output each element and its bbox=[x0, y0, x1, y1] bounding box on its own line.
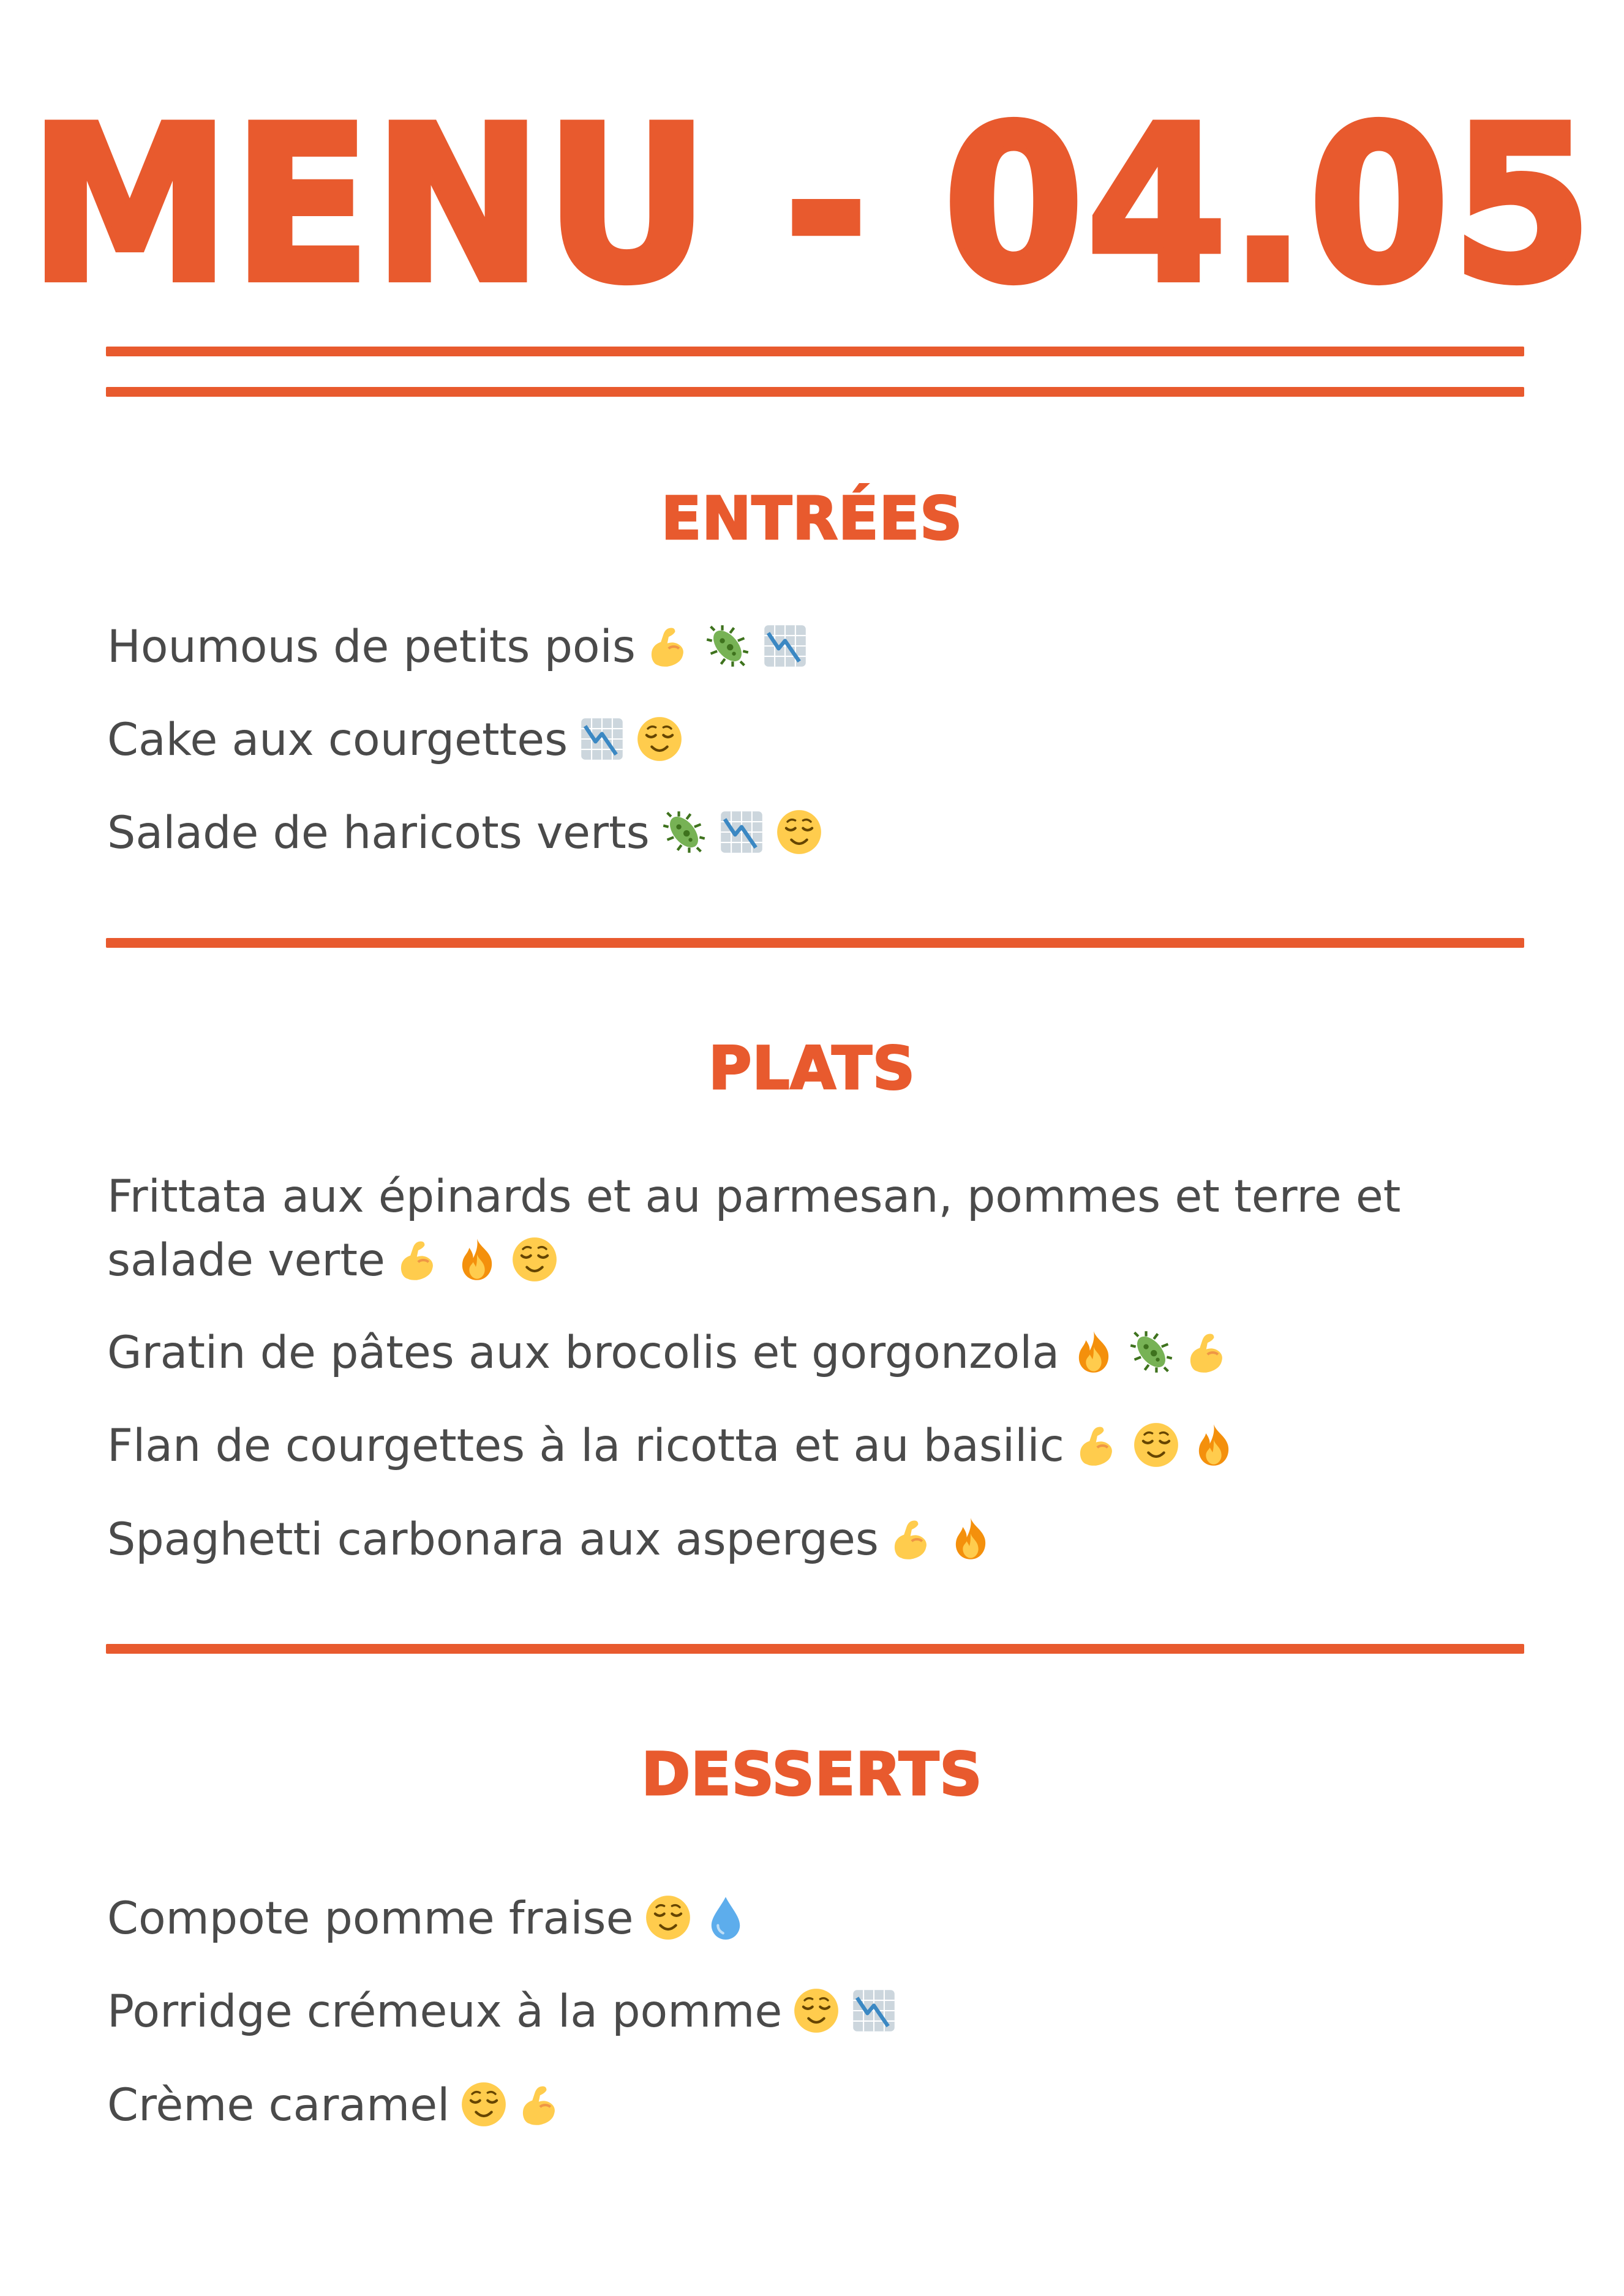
relieved-face-icon bbox=[1133, 1422, 1179, 1468]
menu-item-text: Gratin de pâtes aux brocolis et gorgonzola bbox=[107, 1327, 1060, 1379]
title-divider-bottom bbox=[106, 387, 1524, 397]
title-divider-top bbox=[106, 347, 1524, 356]
menu-item bbox=[107, 801, 1534, 865]
flexed-biceps-icon bbox=[518, 2081, 565, 2128]
menu-item-text: Spaghetti carbonara aux asperges bbox=[107, 1514, 879, 1566]
chart-decreasing-icon bbox=[718, 809, 765, 855]
chart-decreasing-icon bbox=[762, 623, 808, 669]
section-heading-desserts: DESSERTS bbox=[641, 1740, 983, 1809]
fire-icon bbox=[1070, 1329, 1117, 1375]
menu-item-text: Cake aux courgettes bbox=[107, 714, 568, 766]
relieved-face-icon bbox=[793, 1987, 840, 2034]
menu-item bbox=[107, 1321, 1534, 1385]
chart-decreasing-icon bbox=[579, 716, 625, 762]
menu-item-text: Flan de courgettes à la ricotta et au basilic bbox=[107, 1420, 1064, 1472]
microbe-icon bbox=[661, 809, 707, 855]
menu-item-text: Compote pomme fraise bbox=[107, 1893, 634, 1945]
fire-icon bbox=[947, 1515, 994, 1562]
flexed-biceps-icon bbox=[1186, 1329, 1232, 1375]
section-heading-entrees: ENTRÉES bbox=[661, 484, 963, 553]
droplet-icon bbox=[702, 1894, 749, 1941]
fire-icon bbox=[1190, 1422, 1237, 1468]
flexed-biceps-icon bbox=[1075, 1422, 1122, 1468]
fire-icon bbox=[454, 1236, 500, 1283]
relieved-face-icon bbox=[461, 2081, 507, 2128]
menu-item bbox=[107, 1165, 1534, 1292]
menu-item bbox=[107, 708, 1534, 772]
flexed-biceps-icon bbox=[396, 1236, 443, 1283]
menu-item bbox=[107, 1887, 1534, 1951]
relieved-face-icon bbox=[636, 716, 683, 762]
flexed-biceps-icon bbox=[647, 623, 693, 669]
menu-item-text: Frittata aux épinards et au parmesan, pommes et terre et salade verte bbox=[107, 1171, 1401, 1286]
chart-decreasing-icon bbox=[851, 1987, 897, 2034]
menu-item bbox=[107, 1508, 1534, 1572]
menu-item bbox=[107, 615, 1534, 679]
menu-item bbox=[107, 2074, 1534, 2137]
section-divider bbox=[106, 938, 1524, 948]
menu-item bbox=[107, 1980, 1534, 2044]
menu-item-text: Salade de haricots verts bbox=[107, 807, 650, 859]
menu-item-text: Porridge crémeux à la pomme bbox=[107, 1986, 783, 2038]
menu-item-text: Crème caramel bbox=[107, 2079, 450, 2131]
menu-item-text: Houmous de petits pois bbox=[107, 621, 636, 673]
menu-title: MENU - 04.05 bbox=[29, 80, 1595, 330]
relieved-face-icon bbox=[776, 809, 822, 855]
relieved-face-icon bbox=[645, 1894, 691, 1941]
section-heading-plats: PLATS bbox=[709, 1034, 915, 1103]
relieved-face-icon bbox=[511, 1236, 558, 1283]
section-divider bbox=[106, 1644, 1524, 1654]
microbe-icon bbox=[1128, 1329, 1175, 1375]
menu-item bbox=[107, 1414, 1534, 1478]
microbe-icon bbox=[704, 623, 751, 669]
flexed-biceps-icon bbox=[890, 1515, 936, 1562]
